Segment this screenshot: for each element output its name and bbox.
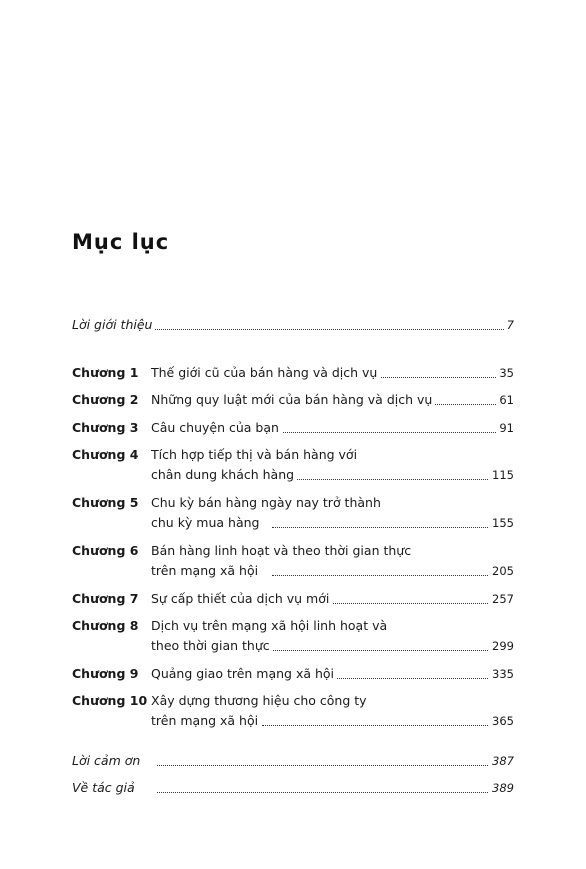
toc-entry-chapter-9[interactable] — [72, 664, 514, 684]
toc-leader-dots — [272, 650, 514, 651]
chapter-label: Chương 8 — [72, 618, 139, 633]
toc-entry-intro[interactable] — [72, 315, 514, 335]
toc-page-number: 335 — [489, 664, 514, 684]
toc-entry-label: Lời giới thiệu — [72, 315, 155, 335]
chapter-label: Chương 7 — [72, 591, 139, 606]
toc-entry-chapter-1[interactable] — [72, 363, 514, 383]
toc-page-number: 61 — [496, 390, 514, 410]
chapter-title-line-2: theo thời gian thực — [151, 636, 273, 656]
chapter-title-line-2: chu kỳ mua hàng — [151, 513, 262, 533]
chapter-label: Chương 4 — [72, 447, 139, 462]
chapter-title-line-1: Xây dựng thương hiệu cho công ty — [151, 693, 367, 708]
chapter-title-line-2: chân dung khách hàng — [151, 465, 297, 485]
toc-entry-chapter-5[interactable] — [72, 493, 514, 513]
toc-page-number: 115 — [489, 465, 514, 485]
toc-entry-chapter-7[interactable] — [72, 589, 514, 609]
toc-page-number: 91 — [496, 418, 514, 438]
chapter-title-line-1: Tích hợp tiếp thị và bán hàng với — [151, 447, 358, 462]
toc-page-number: 387 — [489, 751, 514, 771]
toc-page-number: 35 — [496, 363, 514, 383]
chapter-title: Thế giới cũ của bán hàng và dịch vụ — [151, 363, 380, 383]
toc-entry-chapter-4-cont[interactable] — [72, 465, 514, 485]
toc-entry-chapter-10-cont[interactable] — [72, 711, 514, 731]
toc-leader-dots — [322, 678, 514, 679]
chapter-label: Chương 2 — [72, 392, 139, 407]
toc-leader-dots — [372, 377, 514, 378]
chapter-title-line-2: trên mạng xã hội — [151, 561, 261, 581]
chapter-label: Chương 5 — [72, 495, 139, 510]
toc-entry-about-author[interactable] — [72, 778, 514, 798]
toc-leader-dots — [322, 603, 514, 604]
toc-entry-chapter-3[interactable] — [72, 418, 514, 438]
toc-page-number: 389 — [489, 778, 514, 798]
toc-entry-label: Về tác giả — [72, 778, 138, 798]
chapter-title: Quảng giao trên mạng xã hội — [151, 664, 337, 684]
chapter-title: Sự cấp thiết của dịch vụ mới — [151, 589, 332, 609]
toc-leader-dots — [262, 725, 514, 726]
chapter-title: Câu chuyện của bạn — [151, 418, 282, 438]
toc-entry-chapter-8[interactable] — [72, 616, 514, 636]
chapter-label: Chương 1 — [72, 365, 139, 380]
toc-page-number: 7 — [504, 315, 514, 335]
toc-entry-chapter-6-cont[interactable] — [72, 561, 514, 581]
toc-entry-chapter-5-cont[interactable] — [72, 513, 514, 533]
toc-entry-chapter-2[interactable] — [72, 390, 514, 410]
chapter-label: Chương 10 — [72, 693, 148, 708]
toc-leader-dots — [272, 575, 514, 576]
toc-leader-dots — [272, 527, 514, 528]
toc-leader-dots — [152, 329, 514, 330]
toc-page-number: 365 — [489, 711, 514, 731]
toc-page-number: 257 — [489, 589, 514, 609]
page-title: Mục lục — [72, 230, 170, 254]
toc-leader-dots — [272, 432, 514, 433]
toc-page-number: 205 — [489, 561, 514, 581]
toc-entry-chapter-10[interactable] — [72, 691, 514, 711]
chapter-title-line-1: Bán hàng linh hoạt và theo thời gian thực — [151, 543, 412, 558]
toc-entry-acknowledgements[interactable] — [72, 751, 514, 771]
toc-entry-chapter-4[interactable] — [72, 445, 514, 465]
toc-page-number: 299 — [489, 636, 514, 656]
toc-page-number: 155 — [489, 513, 514, 533]
chapter-label: Chương 3 — [72, 420, 139, 435]
toc-leader-dots — [157, 792, 514, 793]
chapter-title: Những quy luật mới của bán hàng và dịch vụ — [151, 390, 435, 410]
toc-entry-chapter-6[interactable] — [72, 541, 514, 561]
toc-entry-chapter-8-cont[interactable] — [72, 636, 514, 656]
chapter-title-line-1: Dịch vụ trên mạng xã hội linh hoạt và — [151, 618, 388, 633]
chapter-label: Chương 9 — [72, 666, 139, 681]
toc-leader-dots — [292, 479, 514, 480]
toc-entry-label: Lời cảm ơn — [72, 751, 143, 771]
chapter-title-line-2: trên mạng xã hội — [151, 711, 261, 731]
chapter-label: Chương 6 — [72, 543, 139, 558]
chapter-title-line-1: Chu kỳ bán hàng ngày nay trở thành — [151, 495, 381, 510]
toc-leader-dots — [157, 765, 514, 766]
